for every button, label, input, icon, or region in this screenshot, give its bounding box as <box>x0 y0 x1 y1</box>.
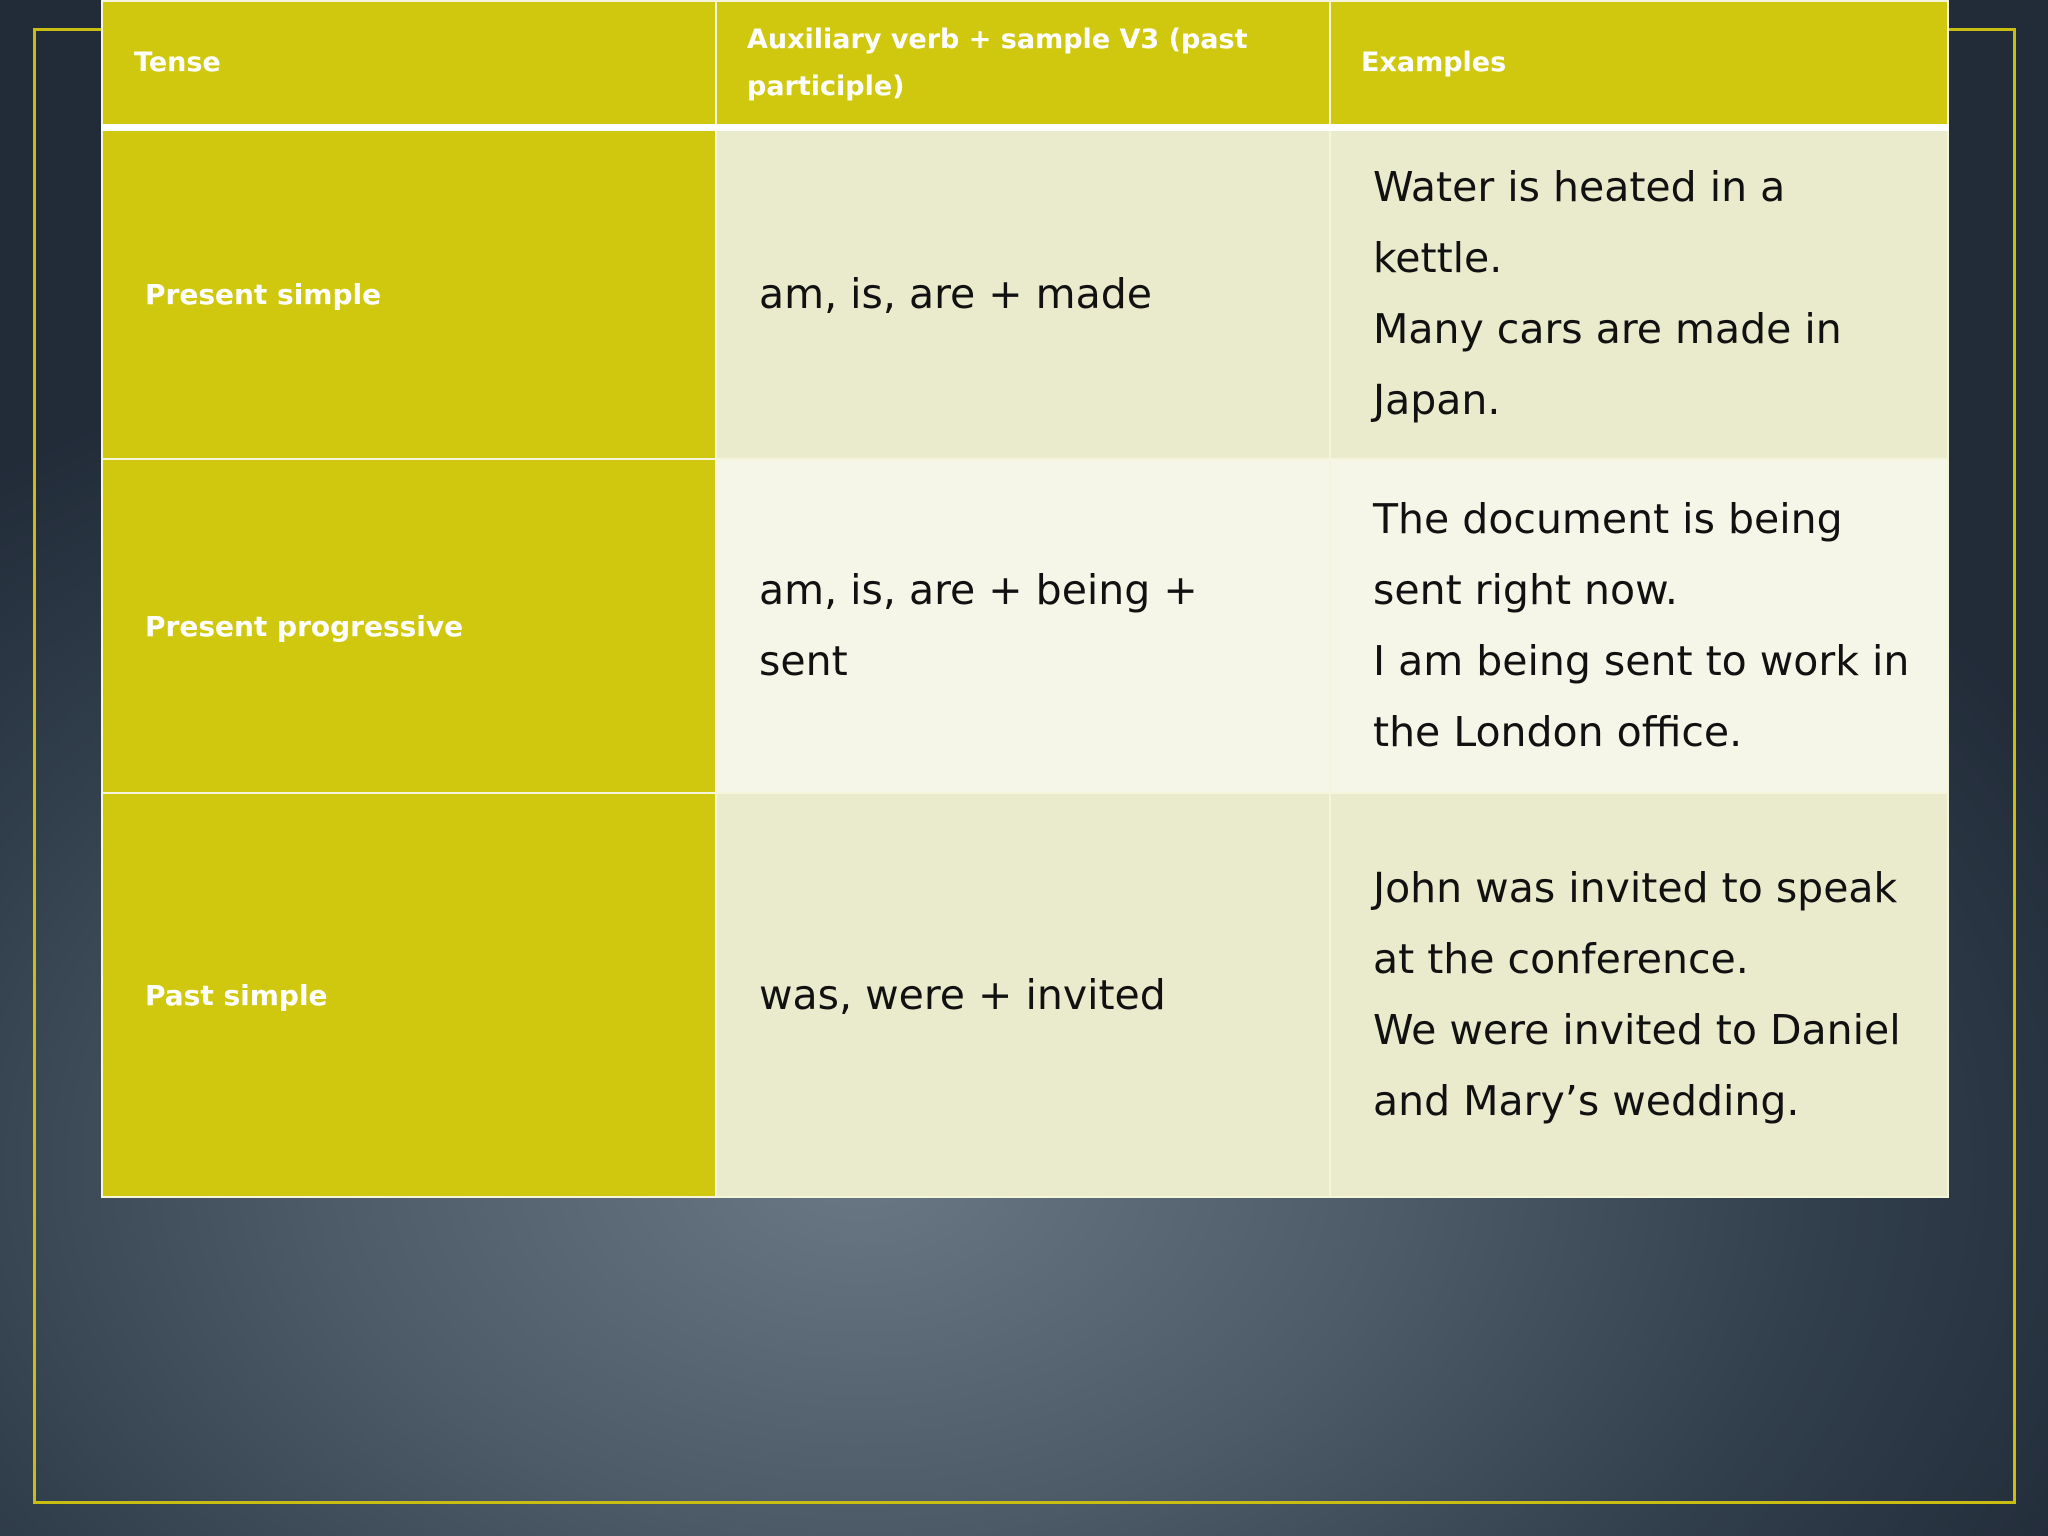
header-auxiliary: Auxiliary verb + sample V3 (past participle) <box>716 1 1330 127</box>
example-sentence: The document is being sent right now. <box>1373 495 1843 614</box>
auxiliary-cell: was, were + invited <box>716 793 1330 1197</box>
tense-cell: Present simple <box>102 127 716 459</box>
table-row <box>102 459 1948 793</box>
table-row <box>102 127 1948 459</box>
example-sentence: John was invited to speak at the conference. <box>1373 864 1898 983</box>
header-examples: Examples <box>1330 1 1948 127</box>
example-sentence: I am being sent to work in the London office. <box>1373 637 1910 756</box>
tense-cell: Past simple <box>102 793 716 1197</box>
examples-cell <box>1330 459 1948 793</box>
example-sentence: Many cars are made in Japan. <box>1373 305 1842 425</box>
header-tense: Tense <box>102 1 716 127</box>
passive-voice-table <box>101 0 1949 1198</box>
example-sentence: We were invited to Daniel and Mary’s wedding. <box>1373 1006 1901 1125</box>
table-row <box>102 793 1948 1197</box>
auxiliary-cell: am, is, are + made <box>716 127 1330 459</box>
auxiliary-cell: am, is, are + being + sent <box>716 459 1330 793</box>
tense-cell: Present progressive <box>102 459 716 793</box>
table-header-row <box>102 1 1948 127</box>
examples-cell <box>1330 793 1948 1197</box>
example-sentence: Water is heated in a kettle. <box>1373 163 1786 283</box>
examples-cell <box>1330 127 1948 459</box>
